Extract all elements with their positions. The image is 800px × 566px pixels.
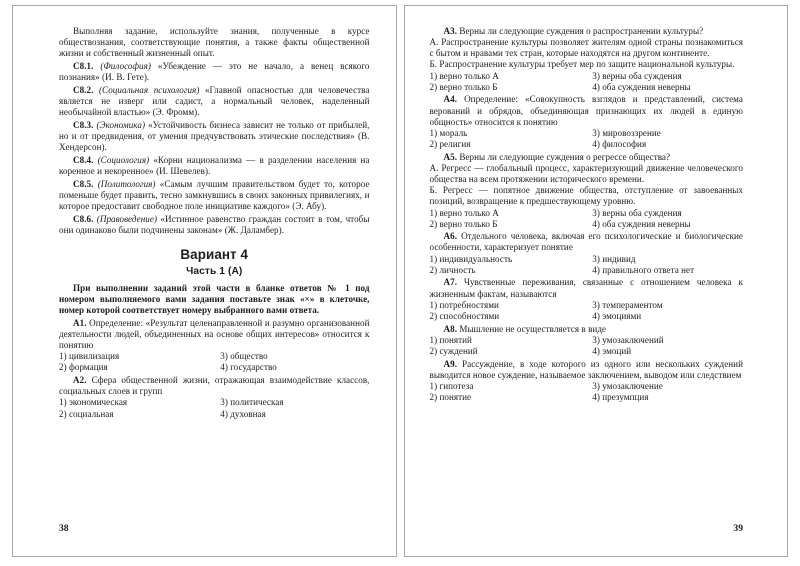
question-code: А2. — [73, 375, 87, 386]
options-column-right — [586, 254, 743, 276]
question-a1 — [59, 318, 370, 351]
option-1[interactable]: 1) верно только А — [429, 70, 499, 81]
question-code: А1. — [73, 317, 87, 328]
question-stem: Определение: «Результат целенаправленной и разумно организованной деятельности людей, объединенных на основе общих интересов» относится к понятию — [59, 317, 370, 351]
option-4[interactable]: 4) оба суждения неверны — [592, 218, 691, 229]
option-1[interactable]: 1) потребностями — [429, 299, 499, 310]
option-2[interactable]: 2) суждений — [429, 345, 478, 356]
task-code: С8.6. — [73, 213, 94, 224]
options-column-left — [430, 254, 587, 276]
part-heading: Часть 1 (А) — [186, 265, 243, 277]
question-a9 — [430, 359, 744, 381]
task-code: С8.3. — [73, 119, 94, 130]
question-a9-options — [430, 381, 744, 403]
options-column-left — [430, 300, 587, 322]
question-a1-options — [59, 351, 370, 373]
options-column-left — [430, 71, 587, 93]
option-3[interactable]: 3) умозаключений — [592, 334, 664, 345]
option-2[interactable]: 2) социальная — [59, 408, 114, 419]
task-subject: (Правоведение) — [96, 213, 158, 224]
option-3[interactable]: 3) индивид — [592, 253, 636, 264]
page-right — [404, 5, 789, 557]
options-column-right — [586, 381, 743, 403]
question-a5-options — [430, 208, 744, 230]
options-column-left — [430, 335, 587, 357]
options-column-left — [430, 381, 587, 403]
page-left — [12, 5, 397, 557]
question-code: А9. — [443, 358, 458, 369]
option-1[interactable]: 1) гипотеза — [429, 380, 474, 391]
task-code: С8.1. — [73, 60, 94, 71]
option-2[interactable]: 2) способностями — [429, 310, 500, 321]
question-code: А3. — [443, 26, 458, 36]
task-text: «Самым лучшим правительством будет то, которое поменьше будет править, тесно замкнувшись в своих законных привилегиях, и которое предоставит свободное поле инициативе каждого» (Э. Абу). — [59, 178, 370, 211]
options-column-left — [430, 128, 587, 150]
question-a7-options — [430, 300, 744, 322]
question-stem: Верны ли следующие суждения о регрессе общества? — [459, 151, 671, 162]
variant-heading: Вариант 4 — [180, 246, 249, 262]
task-text: «Устойчивость бизнеса зависит не только от прибылей, но и от предвидения, от умения предчувствовать этические последствия» (В. Хендерсон). — [59, 119, 370, 153]
options-column-right — [214, 397, 369, 419]
task-code: С8.2. — [73, 84, 94, 95]
task-text: «Корни национализма — в разделении населения на коренное и некоренное» (И. Шевелев). — [59, 154, 370, 176]
options-column-right — [214, 351, 369, 373]
option-1[interactable]: 1) цивилизация — [59, 351, 120, 362]
options-column-right — [586, 335, 743, 357]
task-subject: (Экономика) — [96, 119, 146, 130]
question-a7 — [430, 277, 744, 299]
statement-a: А. Регресс — глобальный процесс, характеризующий движение человеческого общества на всем протяжении исторического времени. — [429, 162, 743, 185]
page-number-right: 39 — [733, 523, 743, 534]
question-a6 — [430, 231, 744, 253]
option-1[interactable]: 1) понятий — [429, 334, 472, 345]
option-3[interactable]: 3) темпераментом — [592, 299, 663, 310]
statement-b: Б. Регресс — попятное движение общества, отступление от завоеванных позиций, возвращение к предшествующему уровню. — [429, 185, 743, 207]
task-text: «Главной опасностью для человечества является не изверг или садист, а нормальный человек, наделенный необычайной властью» (Э. Фромм). — [59, 84, 370, 118]
question-code: А6. — [443, 231, 458, 242]
option-4[interactable]: 4) духовная — [220, 408, 266, 419]
task-subject: (Социология) — [97, 154, 150, 165]
question-code: А8. — [443, 323, 458, 334]
question-stem: Мышление не осуществляется в виде — [459, 323, 607, 334]
question-a3-options — [430, 71, 744, 93]
page-left-content — [59, 26, 370, 420]
question-stem: Определение: «Совокупность взглядов и представлений, система верований и обрядов, объединяющая признающих их людей в единую общность» относится к понятию — [429, 94, 743, 127]
option-4[interactable]: 4) философия — [592, 139, 647, 150]
options-column-left — [59, 351, 214, 373]
question-stem: Верны ли следующие суждения о распространении культуры? — [459, 26, 704, 36]
question-stem: Чувственные переживания, связанные с отношением человека к жизненным фактам, называются — [429, 277, 743, 299]
question-a5 — [430, 152, 744, 163]
question-a8-options — [430, 335, 744, 357]
option-4[interactable]: 4) оба суждения неверны — [592, 81, 691, 92]
option-4[interactable]: 4) государство — [220, 362, 277, 373]
option-2[interactable]: 2) религия — [429, 139, 471, 150]
options-column-left — [59, 397, 214, 419]
task-subject: (Политология) — [97, 178, 156, 189]
question-stem: Рассуждение, в ходе которого из одного или нескольких суждений выводится новое суждение, называемое заключением, выводом или следствием — [429, 358, 743, 380]
question-code: А7. — [443, 277, 458, 288]
options-column-right — [586, 208, 743, 230]
option-3[interactable]: 3) верны оба суждения — [592, 70, 682, 81]
task-code: С8.5. — [73, 178, 94, 189]
option-2[interactable]: 2) формация — [59, 362, 108, 373]
statement-a: А. Распространение культуры позволяет жителям одной страны познакомиться с бытом и нравами тех стран, которые находятся на другом континенте. — [429, 37, 743, 59]
task-c8-2 — [59, 85, 370, 118]
part-instruction: При выполнении заданий этой части в бланке ответов № 1 под номером выполняемого вами задания поставьте знак «×» в клеточке, номер которой соответствует номеру выбранного вами ответа. — [59, 282, 370, 316]
question-a4-options — [430, 128, 744, 150]
option-4[interactable]: 4) эмоций — [592, 345, 632, 356]
question-a3 — [430, 26, 744, 37]
task-c8-4 — [59, 155, 370, 177]
question-stem: Сфера общественной жизни, отражающая взаимодействие классов, социальных слоев и групп — [59, 375, 370, 397]
question-a6-options — [430, 254, 744, 276]
question-stem: Отдельного человека, включая его психологические и биологические особенности, характеризует понятие — [429, 231, 743, 253]
options-column-right — [586, 71, 743, 93]
option-2[interactable]: 2) верно только Б — [429, 218, 498, 229]
options-column-left — [430, 208, 587, 230]
option-1[interactable]: 1) индивидуальность — [429, 253, 513, 264]
task-c8-3 — [59, 120, 370, 153]
task-subject: (Социальная психология) — [98, 84, 200, 95]
question-a2-options — [59, 397, 370, 419]
option-4[interactable]: 4) правильного ответа нет — [592, 264, 695, 275]
option-4[interactable]: 4) презумпция — [592, 392, 649, 402]
option-3[interactable]: 3) верны оба суждения — [592, 207, 682, 218]
option-3[interactable]: 3) общество — [220, 351, 268, 362]
options-column-right — [586, 300, 743, 322]
intro-paragraph: Выполняя задание, используйте знания, полученные в курсе обществознания, соответствующие понятия, а также факты общественной жизни и собственный жизненный опыт. — [59, 26, 370, 59]
question-a2 — [59, 375, 370, 397]
option-2[interactable]: 2) верно только Б — [429, 81, 498, 92]
question-a4 — [430, 94, 744, 127]
task-subject: (Философия) — [100, 60, 151, 71]
option-1[interactable]: 1) верно только А — [429, 207, 499, 218]
options-column-right — [586, 128, 743, 150]
option-4[interactable]: 4) эмоциями — [592, 310, 642, 321]
task-code: С8.4. — [73, 154, 94, 165]
question-a8 — [430, 324, 744, 335]
option-3[interactable]: 3) мировоззрение — [592, 127, 661, 138]
task-text: «Убеждение — это не начало, а венец всякого познания» (И. В. Гете). — [59, 60, 370, 83]
question-code: А4. — [443, 94, 458, 105]
statement-b: Б. Распространение культуры требует мер по защите национальной культуры. — [429, 59, 735, 70]
option-3[interactable]: 3) политическая — [220, 397, 284, 408]
page-number-left: 38 — [59, 523, 69, 534]
page-right-content — [430, 26, 744, 403]
option-1[interactable]: 1) мораль — [429, 127, 468, 138]
task-c8-5 — [59, 179, 370, 212]
task-c8-1 — [59, 61, 370, 83]
option-3[interactable]: 3) умозаключение — [592, 380, 663, 391]
option-2[interactable]: 2) личность — [429, 264, 476, 275]
question-code: А5. — [443, 151, 458, 162]
option-1[interactable]: 1) экономическая — [59, 397, 128, 408]
option-2[interactable]: 2) понятие — [429, 392, 472, 402]
task-c8-6 — [59, 214, 370, 236]
task-text: «Истинное равенство граждан состоит в том, чтобы они одинаково были подчинены законам» (Ж. Даламбер). — [59, 213, 370, 235]
